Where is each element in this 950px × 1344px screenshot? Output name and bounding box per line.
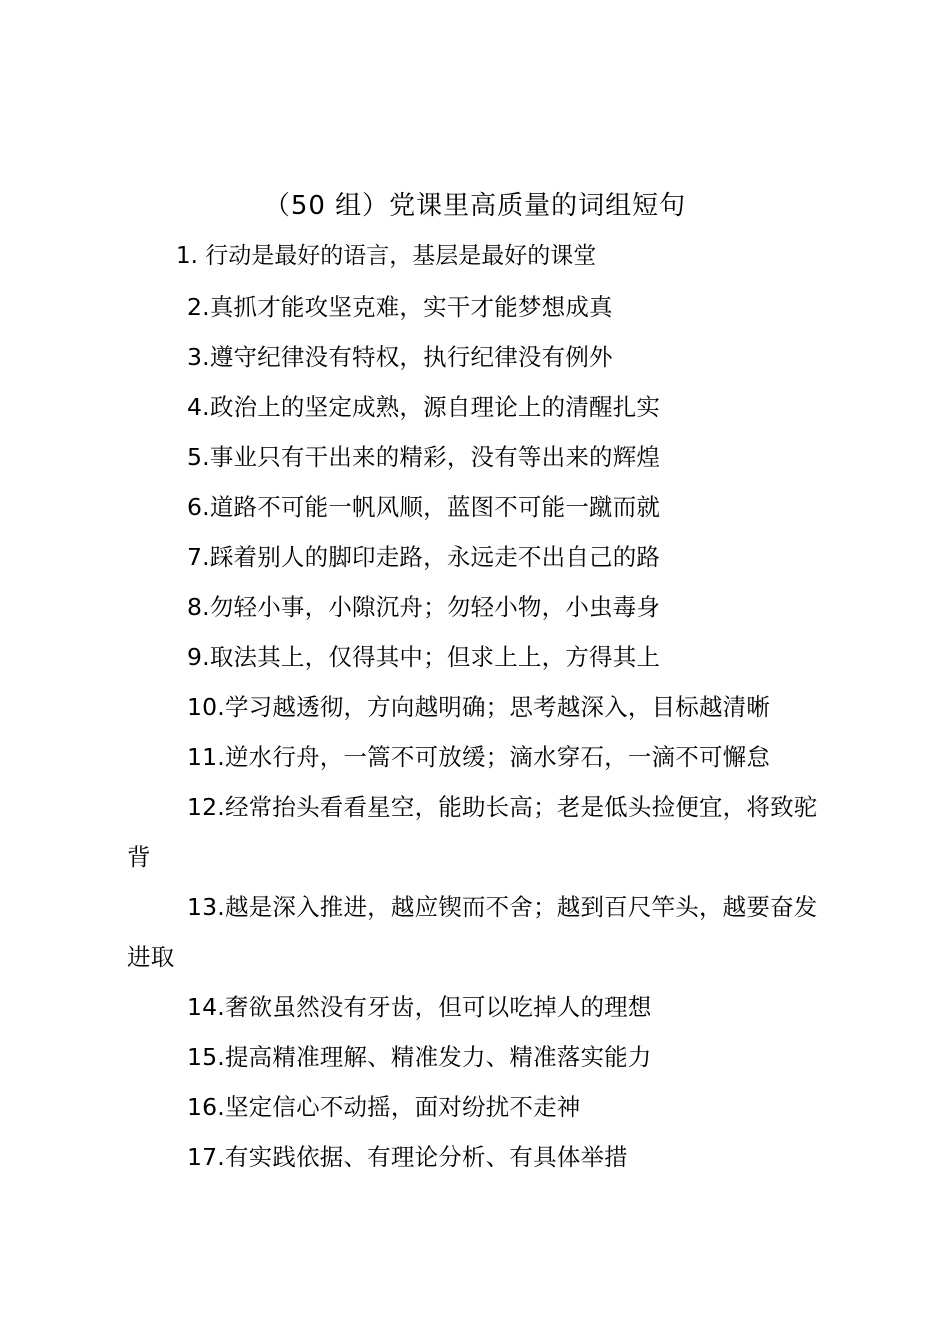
list-item: 2.真抓才能攻坚克难，实干才能梦想成真 xyxy=(187,293,613,321)
list-item: 17.有实践依据、有理论分析、有具体举措 xyxy=(187,1143,628,1171)
list-item-1: 1. 行动是最好的语言，基层是最好的课堂 xyxy=(176,243,597,269)
list-item: 12.经常抬头看看星空，能助长高；老是低头捡便宜，将致驼背 xyxy=(127,793,818,871)
list-item: 7.踩着别人的脚印走路，永远走不出自己的路 xyxy=(187,543,661,571)
list-item: 9.取法其上，仅得其中；但求上上，方得其上 xyxy=(187,643,661,671)
list-item: 11.逆水行舟，一篙不可放缓；滴水穿石，一滴不可懈怠 xyxy=(187,743,771,771)
list-item: 14.奢欲虽然没有牙齿，但可以吃掉人的理想 xyxy=(187,993,652,1021)
list-item: 3.遵守纪律没有特权，执行纪律没有例外 xyxy=(187,343,613,371)
list-item: 8.勿轻小事，小隙沉舟；勿轻小物，小虫毒身 xyxy=(187,593,661,621)
list-item: 10.学习越透彻，方向越明确；思考越深入，目标越清晰 xyxy=(187,693,771,721)
page-title: （50 组）党课里高质量的词组短句 xyxy=(263,191,687,221)
list-item: 4.政治上的坚定成熟，源自理论上的清醒扎实 xyxy=(187,393,661,421)
list-item: 6.道路不可能一帆风顺，蓝图不可能一蹴而就 xyxy=(187,493,661,521)
list-item: 15.提高精准理解、精准发力、精准落实能力 xyxy=(187,1043,652,1071)
list-item: 5.事业只有干出来的精彩，没有等出来的辉煌 xyxy=(187,443,661,471)
phrase-list xyxy=(127,282,837,1182)
list-item: 13.越是深入推进，越应锲而不舍；越到百尺竿头，越要奋发进取 xyxy=(127,893,818,971)
list-item: 16.坚定信心不动摇，面对纷扰不走神 xyxy=(187,1093,581,1121)
